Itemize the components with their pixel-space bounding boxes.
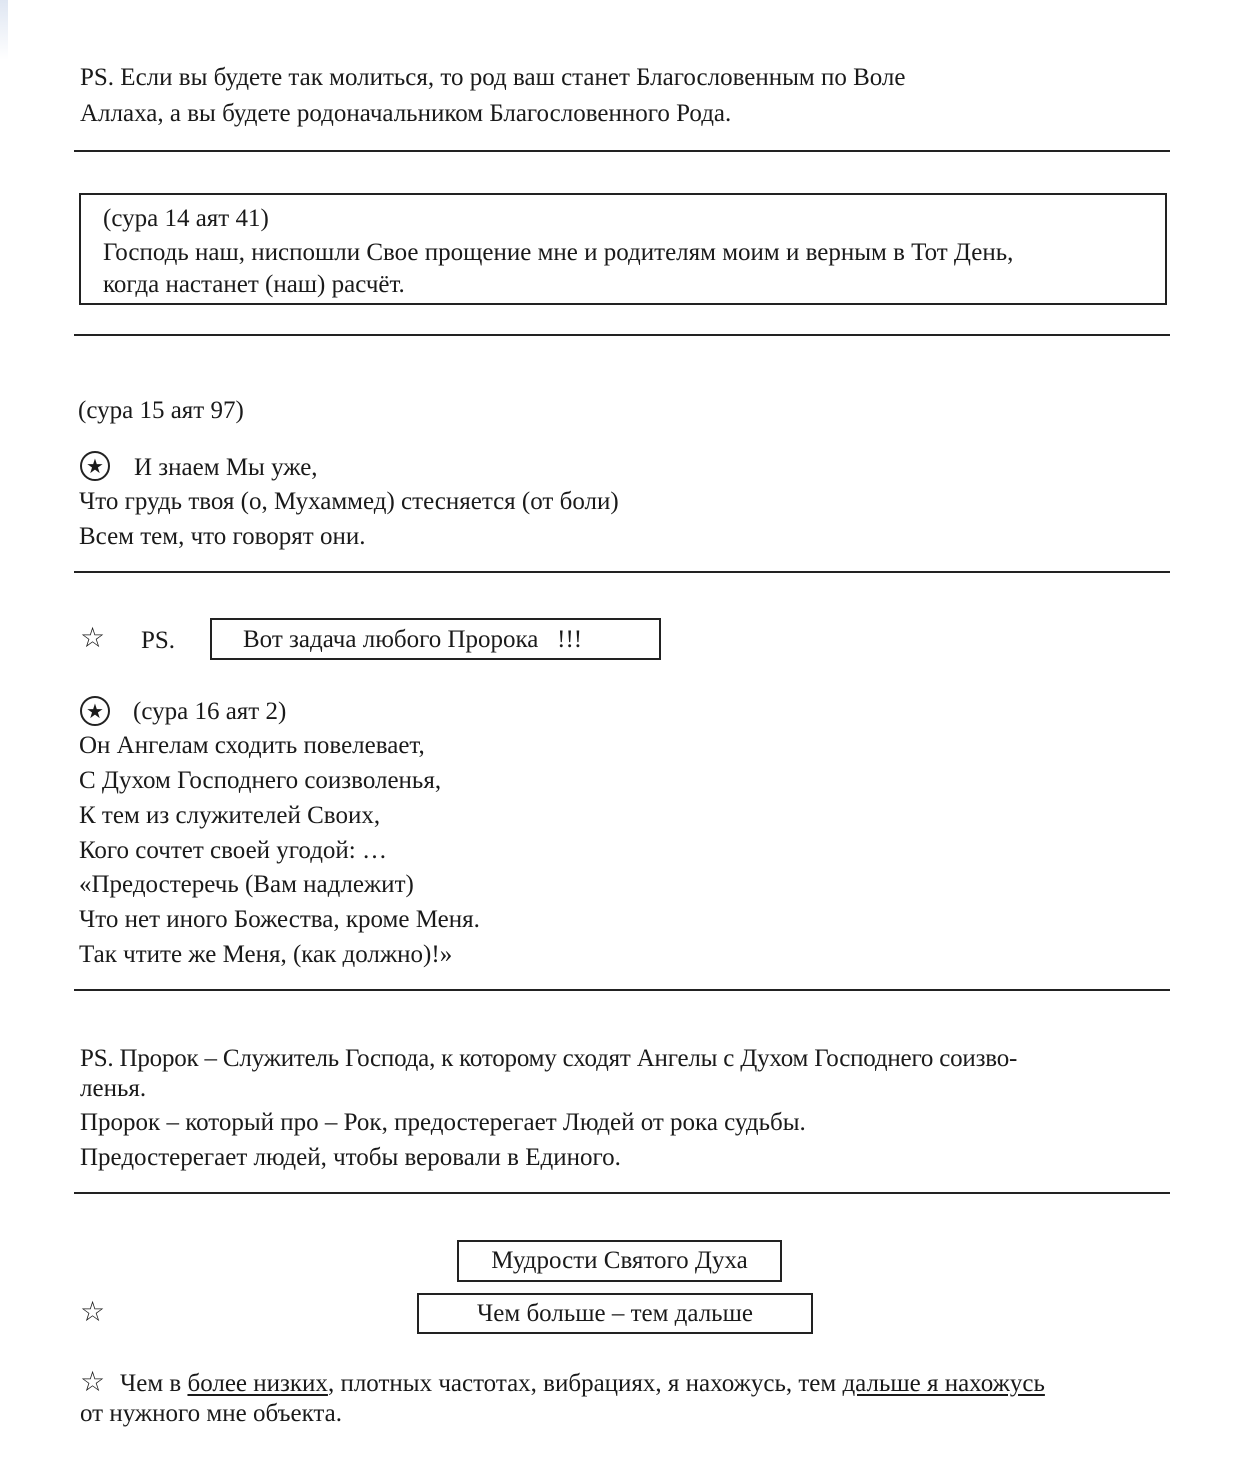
verse-line: Всем тем, что говорят они. — [79, 523, 366, 550]
star-outline-icon: ☆ — [80, 621, 106, 654]
wisdom-subtitle-box — [417, 1293, 813, 1334]
ps-callout-text: Вот задача любого Пророка !!! — [243, 626, 583, 653]
paragraph-line: Аллаха, а вы будете родоначальником Благословенного Рода. — [80, 100, 732, 127]
wisdom-title-box — [457, 1240, 782, 1282]
quote-box — [79, 193, 1167, 305]
divider — [74, 334, 1170, 336]
quote-line: Господь наш, ниспошли Свое прощение мне и родителям моим и верным в Тот День, — [103, 239, 1014, 266]
verse-line: И знаем Мы уже, — [134, 454, 318, 481]
paragraph-line: PS. Если вы будете так молиться, то род ваш станет Благословенным по Воле — [80, 64, 906, 91]
final-line: от нужного мне объекта. — [80, 1400, 342, 1427]
wisdom-title: Мудрости Святого Духа — [491, 1247, 748, 1274]
sura-reference: (сура 14 аят 41) — [103, 205, 269, 232]
final-text: , плотных частотах, вибрациях, я нахожусь, тем — [327, 1370, 843, 1397]
circled-star-icon: ★ — [80, 451, 110, 481]
final-text: Чем в — [120, 1370, 188, 1397]
circled-star-icon: ★ — [80, 696, 110, 726]
divider — [74, 150, 1170, 152]
verse-line: «Предостеречь (Вам надлежит) — [79, 871, 414, 898]
verse-line: Он Ангелам сходить повелевает, — [79, 732, 425, 759]
verse-line: С Духом Господнего соизволенья, — [79, 767, 442, 794]
paragraph-line: Пророк – который про – Рок, предостерегает Людей от рока судьбы. — [80, 1109, 806, 1136]
ps-callout-box — [210, 618, 661, 660]
scan-edge-shadow — [0, 0, 8, 60]
divider — [74, 989, 1170, 991]
paragraph-line: PS. Пророк – Служитель Господа, к которому сходят Ангелы с Духом Господнего соизво- — [80, 1045, 1018, 1072]
divider — [74, 571, 1170, 573]
verse-line: Так чтите же Меня, (как должно)!» — [79, 941, 453, 968]
underlined-phrase: дальше я нахожусь — [842, 1370, 1045, 1397]
star-outline-icon: ☆ — [80, 1365, 106, 1398]
quote-line: когда настанет (наш) расчёт. — [103, 271, 405, 298]
divider — [74, 1192, 1170, 1194]
star-outline-icon: ☆ — [80, 1295, 106, 1328]
verse-line: Что грудь твоя (о, Мухаммед) стесняется (от боли) — [79, 488, 619, 515]
sura-reference: (сура 16 аят 2) — [133, 698, 287, 725]
wisdom-subtitle: Чем больше – тем дальше — [477, 1300, 753, 1327]
sura-reference: (сура 15 аят 97) — [78, 397, 244, 424]
verse-line: К тем из служителей Своих, — [79, 802, 381, 829]
verse-line: Что нет иного Божества, кроме Меня. — [79, 906, 480, 933]
paragraph-line: Предостерегает людей, чтобы веровали в Единого. — [80, 1144, 621, 1171]
ps-label: PS. — [141, 627, 176, 654]
underlined-phrase: более низких — [187, 1370, 328, 1397]
verse-line: Кого сочтет своей угодой: … — [79, 837, 387, 864]
paragraph-line: ленья. — [80, 1075, 147, 1102]
